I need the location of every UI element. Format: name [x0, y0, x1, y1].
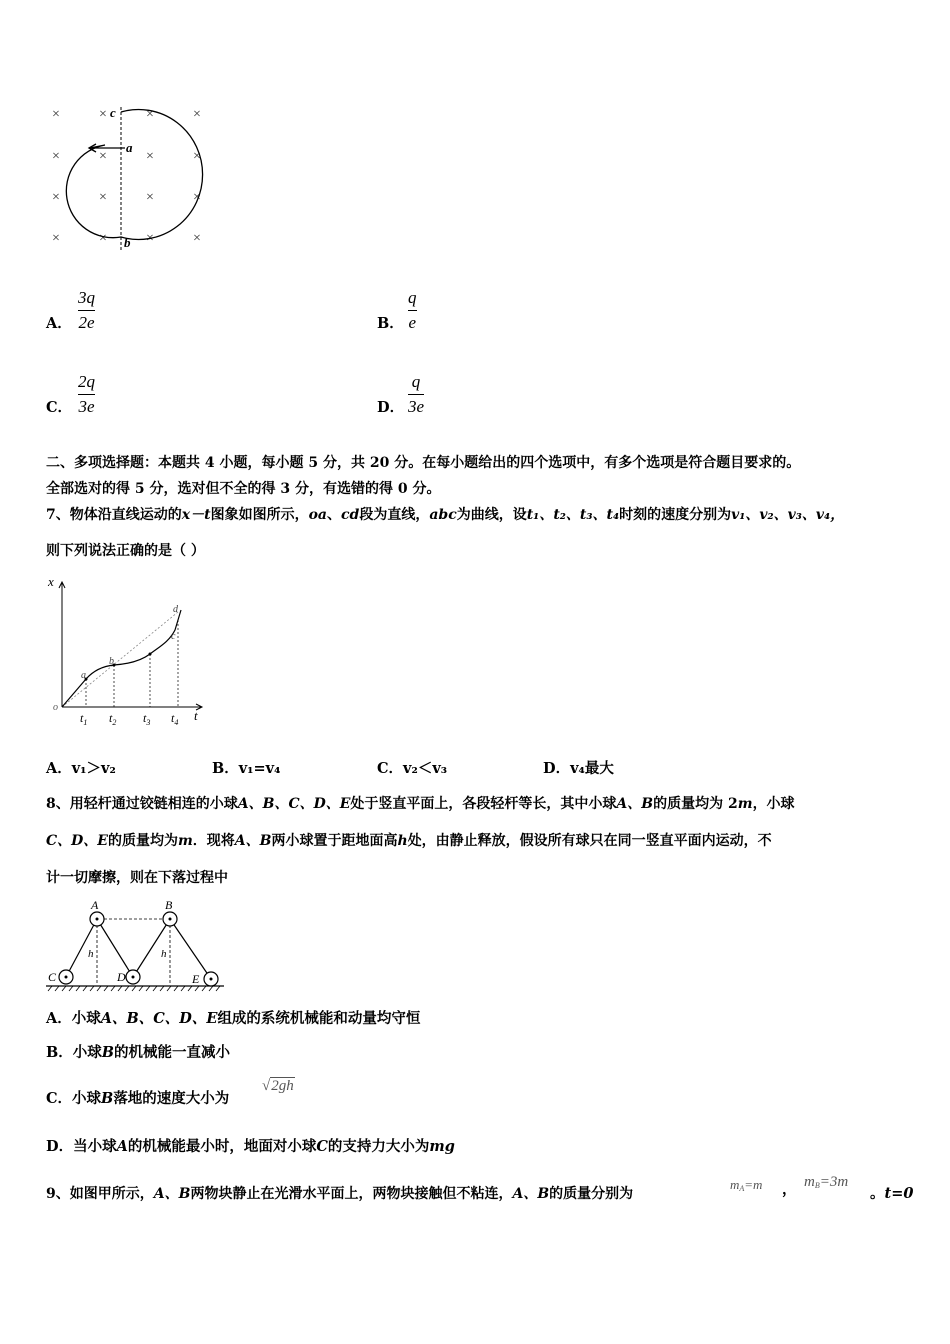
label-A: A: [91, 898, 99, 912]
numerator: 3q: [78, 288, 95, 307]
mass-b-formula: $m_B=3m$: [804, 1174, 849, 1190]
label-a: a: [126, 140, 133, 155]
q8-option-b[interactable]: B．小球B的机械能一直减小: [46, 1044, 231, 1061]
field-cross: ×: [146, 231, 154, 246]
magnetic-field-figure: [40, 95, 220, 255]
field-cross: ×: [99, 107, 107, 122]
field-cross: ×: [193, 149, 201, 164]
q9-stem-tail: 。t=0: [870, 1185, 914, 1202]
fraction: [408, 372, 424, 416]
denominator: 3e: [78, 397, 95, 416]
velocity-arrow: [89, 144, 125, 152]
field-cross: ×: [193, 107, 201, 122]
field-cross: ×: [52, 107, 60, 122]
label-h-left: h: [88, 948, 94, 960]
tick-t4: $t_4$: [171, 711, 179, 727]
q8-option-d[interactable]: D．当小球A的机械能最小时，地面对小球C的支持力大小为mg: [46, 1138, 455, 1155]
field-cross: ×: [52, 149, 60, 164]
separator-comma: ，: [782, 1181, 797, 1198]
section2-header-line1: 二、多项选择题：本题共 4 小题，每小题 5 分，共 20 分。在每小题给出的四个选项中，有多个选项是符合题目要求的。: [46, 455, 801, 471]
sqrt-2gh: √2gh: [262, 1078, 294, 1094]
label-E: E: [192, 972, 200, 986]
field-cross: ×: [193, 190, 201, 205]
numerator: 2q: [78, 372, 95, 391]
label-B: B: [165, 898, 173, 912]
q8-option-c[interactable]: C．小球B落地的速度大小为: [46, 1090, 230, 1107]
q7-option-a[interactable]: A．v₁＞v₂: [46, 760, 116, 777]
label-c: c: [171, 631, 176, 642]
label-d: d: [173, 604, 178, 615]
field-cross: ×: [99, 231, 107, 246]
axis-label-t: t: [194, 708, 198, 723]
denominator: 2e: [78, 313, 95, 332]
label-h-right: h: [161, 948, 167, 960]
rod-ad: [97, 919, 133, 977]
label-c: c: [110, 105, 116, 120]
option-letter: B．: [377, 315, 404, 332]
mass-a-formula: $m_A=m$: [730, 1177, 763, 1193]
rod-be: [170, 919, 211, 979]
xt-graph: [44, 572, 214, 727]
q8-stem-line2: C、D、E的质量均为m．现将A、B两小球置于距地面高h处，由静止释放，假设所有球只在同一竖直平面内运动，不: [46, 833, 772, 849]
fraction: [408, 288, 417, 332]
tick-t3: $t_3$: [143, 711, 151, 727]
q8-stem-line1: 8、用轻杆通过铰链相连的小球A、B、C、D、E处于竖直平面上，各段轻杆等长，其中小球A、B的质量均为 2m，小球: [46, 796, 795, 812]
field-cross: ×: [52, 190, 60, 205]
field-cross: ×: [146, 107, 154, 122]
axis-label-x: x: [48, 574, 54, 589]
q7-option-d[interactable]: D．v₄最大: [543, 760, 614, 777]
ground-hatching: [48, 986, 220, 991]
denominator: e: [408, 313, 417, 332]
q7-stem-line2: 则下列说法正确的是（ ）: [46, 543, 205, 559]
point-c: [149, 653, 152, 656]
q8-option-a[interactable]: A．小球A、B、C、D、E组成的系统机械能和动量均守恒: [46, 1010, 421, 1027]
q9-stem-line1: 9、如图甲所示，A、B两物块静止在光滑水平面上，两物块接触但不粘连，A、B的质量分别为: [46, 1186, 634, 1202]
tick-t1: $t_1$: [80, 711, 88, 727]
section2-header-line2: 全部选对的得 5 分，选对但不全的得 3 分，有选错的得 0 分。: [46, 481, 441, 497]
field-cross: ×: [99, 190, 107, 205]
label-D: D: [117, 970, 126, 984]
field-cross: ×: [193, 231, 201, 246]
option-letter: D．: [377, 399, 405, 416]
numerator: q: [411, 372, 421, 391]
field-cross: ×: [52, 231, 60, 246]
label-C: C: [48, 970, 57, 984]
fraction: [78, 288, 95, 332]
origin-label: o: [53, 702, 58, 713]
denominator: 3e: [408, 397, 425, 416]
option-letter: C．: [46, 399, 73, 416]
reference-dotted-line: [62, 612, 178, 707]
label-b: b: [124, 235, 131, 250]
fraction: [78, 372, 95, 416]
q7-option-c[interactable]: C．v₂＜v₃: [377, 760, 448, 777]
particle-trajectory: [66, 110, 202, 240]
field-cross: ×: [146, 190, 154, 205]
label-a: a: [81, 670, 86, 681]
tick-t2: $t_2$: [109, 711, 117, 727]
q7-stem-line1: 7、物体沿直线运动的x－t图象如图所示，oa、cd段为直线，abc为曲线，设t₁、t₂、t₃、t₄时刻的速度分别为v₁、v₂、v₃、v₄，: [46, 507, 845, 523]
q7-option-b[interactable]: B．v₁=v₄: [212, 760, 281, 777]
option-letter: A．: [46, 315, 72, 332]
field-cross: ×: [99, 149, 107, 164]
numerator: q: [408, 288, 417, 307]
label-b: b: [109, 656, 114, 667]
q8-stem-line3: 计一切摩擦，则在下落过程中: [46, 870, 228, 886]
linkage-figure: [44, 895, 229, 995]
field-cross: ×: [146, 149, 154, 164]
